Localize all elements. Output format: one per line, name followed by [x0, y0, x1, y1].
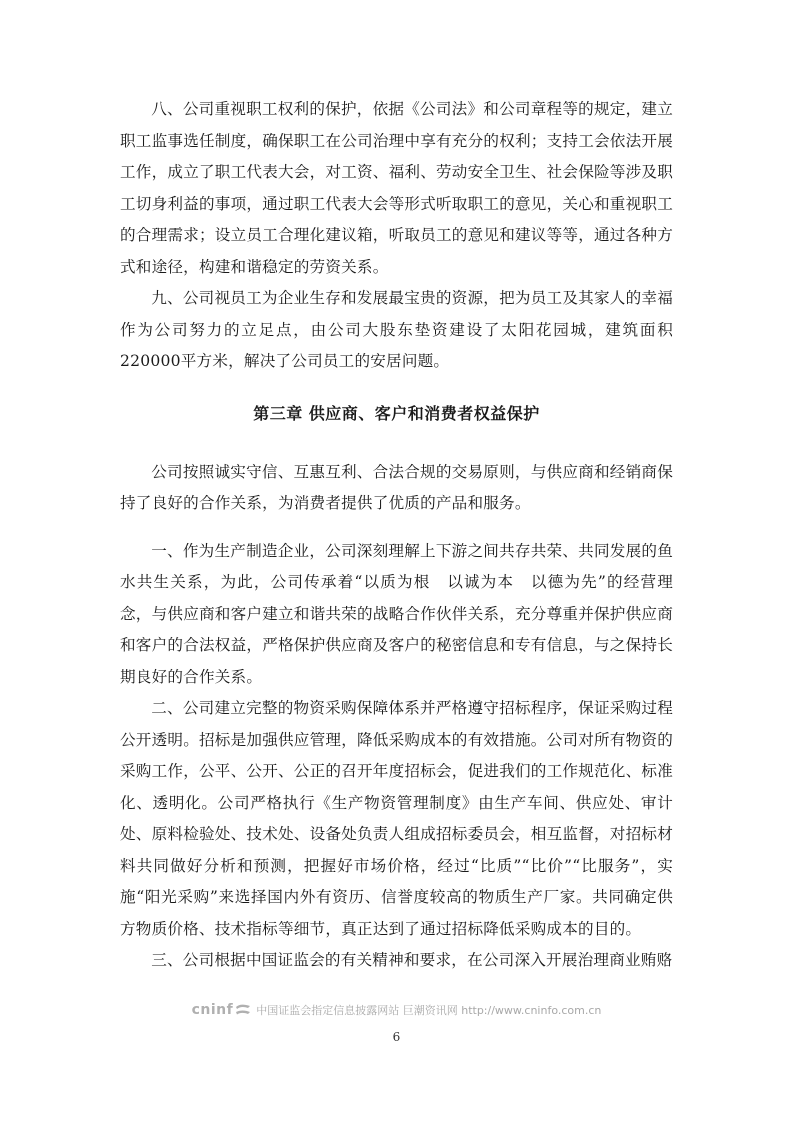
paragraph-employee-rights: 八、公司重视职工权利的保护，依据《公司法》和公司章程等的规定，建立职工监事选任制度，确保职工在公司治理中享有充分的权利；支持工会依法开展工作，成立了职工代表大会，对工资、福利、劳动安全卫生、社会保险等涉及职工切身利益的事项，通过职工代表大会等形式听取职工的意见，关心和重视职工的合理需求；设立员工合理化建议箱，听取员工的意见和建议等等，通过各种方式和途径，构建和谐稳定的劳资关系。 [120, 100, 673, 276]
paragraph-supplier-relations: 一、作为生产制造企业，公司深刻理解上下游之间共存共荣、共同发展的鱼水共生关系，为此，公司传承着“以质为根 以诚为本 以德为先”的经营理念，与供应商和客户建立和谐共荣的战略合作伙伴关系，充分尊重并保护供应商和客户的合法权益，严格保护供应商及客户的秘密信息和专有信息，与之保持长期良好的合作关系。 [120, 541, 673, 686]
page-number: 6 [392, 1030, 401, 1044]
paragraph-employee-housing: 九、公司视员工为企业生存和发展最宝贵的资源，把为员工及其家人的幸福作为公司努力的立足点，由公司大股东垫资建设了太阳花园城，建筑面积220000平方米，解决了公司员工的安居问题。 [120, 289, 673, 370]
paragraph-anti-bribery: 三、公司根据中国证监会的有关精神和要求，在公司深入开展治理商业贿赂 [151, 951, 673, 969]
paragraph-chapter-intro: 公司按照诚实守信、互惠互利、合法合规的交易原则，与供应商和经销商保持了良好的合作关系，为消费者提供了优质的产品和服务。 [120, 462, 673, 512]
chapter-title: 第三章 供应商、客户和消费者权益保护 [253, 403, 540, 423]
cninfo-logo-text: cninf [191, 1002, 234, 1018]
paragraph-procurement: 二、公司建立完整的物资采购保障体系并严格遵守招标程序，保证采购过程公开透明。招标是加强供应管理，降低采购成本的有效措施。公司对所有物资的采购工作，公平、公开、公正的召开年度招标会，促进我们的工作规范化、标准化、透明化。公司严格执行《生产物资管理制度》由生产车间、供应处、审计处、原料检验处、技术处、设备处负责人组成招标委员会，相互监督，对招标材料共同做好分析和预测，把握好市场价格，经过“比质”“比价”“比服务”，实施“阳光采购”来选择国内外有资历、信誉度较高的物质生产厂家。共同确定供方物质价格、技术指标等细节，真正达到了通过招标降低采购成本的目的。 [120, 699, 673, 938]
cninfo-logo-icon [235, 1003, 251, 1017]
footer-site-text: 中国证监会指定信息披露网站 巨潮资讯网 http://www.cninfo.com.cn [256, 1004, 602, 1017]
footer-watermark [0, 1002, 793, 1018]
document-body [120, 94, 673, 977]
